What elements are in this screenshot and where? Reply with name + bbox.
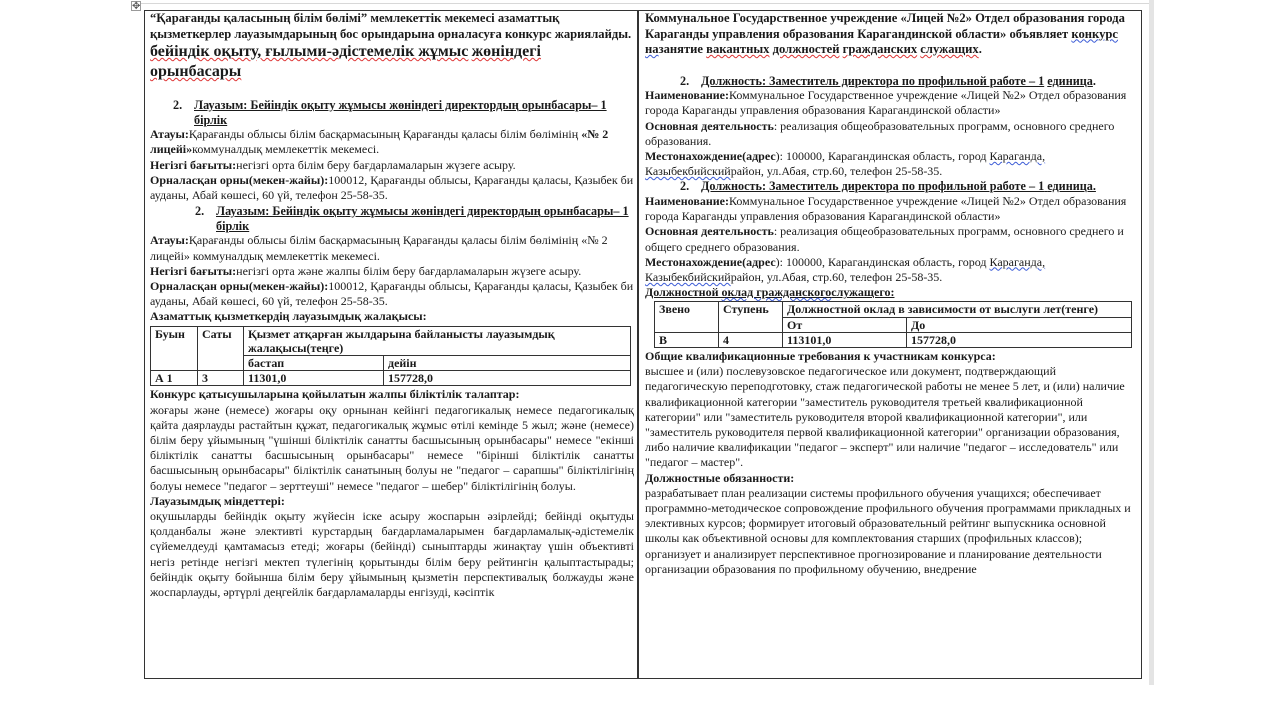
left-b1-direction-text: негізгі орта білім беру бағдарламаларын жүзеге асыру. <box>236 157 516 172</box>
right-title-end: . <box>978 42 982 56</box>
left-pos2-number: 2. <box>195 204 205 219</box>
left-td-to-label: дейін <box>384 356 631 371</box>
paragraph-line: педагогикалық қайта даярлауды растайтын құжат, педагогикалық жұмыс өтілі <box>150 402 634 432</box>
right-b2-address-district: Казыбекбийский <box>645 269 731 284</box>
right-b2-address-city: Караганда, <box>989 254 1046 269</box>
right-b2-address-text-2: район, ул.Абая, стр.60, телефон 25-58-35. <box>730 269 943 284</box>
left-td-to-value: 157728,0 <box>384 371 631 386</box>
left-pos2-text <box>216 204 634 233</box>
right-b1-name-text-2: образования города Караганды управления образования Карагандинской области» <box>645 88 1127 118</box>
right-b1-activity <box>645 119 1137 149</box>
right-pos2-text <box>701 179 1137 194</box>
right-title-line-1: Коммунальное Государственное учреждение «Лицей №2» Отдел образования <box>645 11 1085 25</box>
right-title-word-contest: конкурс на <box>645 26 1118 56</box>
right-b1-address <box>645 149 1137 179</box>
right-pos2 <box>645 179 1137 194</box>
right-b1-address-city: Караганда, <box>989 148 1046 163</box>
paragraph-line: бағдарламалық-әдістемелік сүйемелдеуді қамтамасыз етеді; <box>150 524 634 554</box>
right-b1-activity-text: : реализация общеобразовательных программ, основного <box>773 118 1067 133</box>
right-b2-activity-label: Основная деятельность <box>645 224 774 239</box>
left-b1-lyceum: «№ 2 лицейі» <box>150 127 609 157</box>
paragraph-line: және (немесе) білім беру ұйымының "үшінші біліктілік санатты басшысының <box>150 417 634 448</box>
right-title <box>645 11 1137 58</box>
paragraph-line: болжауды және жоспарлауды, әртүрлі деңгейлік бағдарламаларды енгізуді, кәсіптік <box>150 569 634 600</box>
right-title-line-2: города Караганды управления образования Карагандинской области» <box>645 11 1125 41</box>
left-pos1-number: 2. <box>173 98 183 112</box>
right-b2-activity-text: : реализация общеобразовательных программ, основного <box>773 224 1067 239</box>
right-b1-address-label: Местонахождение(адрес <box>645 148 776 163</box>
left-pos1-text <box>194 98 634 127</box>
right-b1-name-label: Наименование: <box>645 88 729 103</box>
right-b2-address-text: ): 100000, Карагандинская область, город <box>775 254 990 269</box>
left-pos1-line-2: орынбасары– 1 бірлік <box>194 98 607 127</box>
left-pos2 <box>150 204 634 233</box>
right-pos1 <box>645 74 1137 89</box>
left-req-list <box>150 403 634 494</box>
paragraph <box>150 403 634 494</box>
left-b2-address-label: Орналасқан орны(мекен-жайы): <box>150 279 329 293</box>
right-b2-name-text: Коммунальное Государственное учреждение «Лицей №2» Отдел <box>729 193 1061 208</box>
right-pos2-line-2: единица. <box>1047 179 1096 194</box>
paragraph-line: бейіндік оқыту бойынша білім беру ұйымының қызметін перспективалық <box>150 569 547 584</box>
column-divider <box>637 10 639 679</box>
left-title <box>150 11 634 82</box>
right-b1-activity-label: Основная деятельность <box>645 118 774 133</box>
paragraph-line: высшее и (или) послевузовское педагогическое или документ, подтверждающий <box>645 364 1057 379</box>
table-move-handle-icon[interactable]: ✥ <box>132 1 141 12</box>
left-salary-table <box>150 326 631 387</box>
right-b2-activity <box>645 224 1137 254</box>
left-th-salary <box>244 326 631 355</box>
right-title-line-3-pre: объявляет <box>1009 26 1072 41</box>
paragraph-line: "педагог – шебер" біліктілігінің болуы. <box>375 478 576 493</box>
right-th-salary-line-1: Должностной оклад в зависимости от выслуги <box>787 302 1041 317</box>
paragraph-line: не "педагог – сарапшы" біліктілігінің болуы немесе "педагог – зерттеуші" немесе <box>150 463 634 493</box>
right-pos1-line-1: Должность: Заместитель директора по профильной работе – 1 <box>701 73 1045 88</box>
left-b1-direction <box>150 158 634 173</box>
right-b2-name <box>645 194 1137 224</box>
left-b2-name-label: Атауы: <box>150 233 189 248</box>
left-th-saty: Саты <box>198 326 244 371</box>
left-td-from-value: 11301,0 <box>244 371 384 386</box>
page-edge <box>1149 0 1154 685</box>
left-title-line-1: “Қарағанды қаласының білім бөлімі” мемлекеттік мекемесі азаматтық <box>150 11 560 25</box>
paragraph-line: бейінді оқытуды қолданбалы және элективті курстардың бағдарламаларымен <box>150 509 634 539</box>
right-th-stupen: Ступень <box>719 302 783 332</box>
right-pos1-text <box>701 74 1137 89</box>
left-req-heading: Конкурс қатысушыларына қойылатын жалпы біліктілік талаптар: <box>150 387 520 402</box>
right-b2-address <box>645 255 1137 285</box>
right-td-from-label: От <box>783 317 907 332</box>
ruler-line <box>140 3 1150 4</box>
right-title-word-civil: гражданских <box>842 42 918 56</box>
right-th-salary-line-2: лет(тенге) <box>1043 302 1099 317</box>
left-b2-direction-label: Негізгі бағыты: <box>150 263 237 278</box>
paragraph-line: квалификации "педагог – эксперт" или наличие "педагог – исследователь" или <box>717 440 1119 455</box>
paragraph-line: программами прикладных и элективных курсов; <box>645 500 1131 531</box>
left-td-buyn: А 1 <box>151 371 198 386</box>
right-b1-address-district: Казыбекбийский <box>645 164 731 179</box>
paragraph-line: объективной основы для комплектования старших (профильных классов); <box>702 531 1083 546</box>
right-td-zveno: В <box>655 332 719 347</box>
right-b1-name-text: Коммунальное Государственное учреждение «Лицей №2» Отдел <box>729 88 1061 103</box>
right-salary-table <box>654 301 1132 348</box>
left-duties-heading: Лауазымдық міндеттері: <box>150 493 285 508</box>
left-b1-direction-label: Негізгі бағыты: <box>150 157 237 172</box>
paragraph-line: третьей квалификационной категории" или "заместитель руководителя второй <box>645 394 1083 424</box>
left-b1-address-text-2: Қазыбек би ауданы, Абай көшесі, 60 үй, телефон 25-58-35. <box>150 172 634 202</box>
left-b1-name-text: Қарағанды облысы білім басқармасының Қарағанды қаласы білім бөлімінің <box>188 127 579 142</box>
left-duties-list <box>150 509 634 600</box>
left-b2-address-text: 100012, Қарағанды облысы, Қарағанды қаласы, <box>328 279 572 293</box>
paragraph-line: оқушыларды бейіндік оқыту жүйесін іске асыру жоспарын әзірлейді; <box>150 509 538 524</box>
left-pos1 <box>150 98 634 127</box>
paragraph <box>150 509 634 600</box>
left-title-line-2: қызметкерлер лауазымдарының бос орындарына орналасуға конкурс <box>150 26 552 41</box>
right-td-from-value: 113101,0 <box>783 332 907 347</box>
right-pos1-line-2: единица <box>1047 73 1093 88</box>
right-td-stupen: 4 <box>719 332 783 347</box>
right-b1-address-text: ): 100000, Карагандинская область, город <box>775 148 990 163</box>
right-b1-name <box>645 88 1137 118</box>
paragraph-line: организует и анализирует перспективное прогнозирование и планирование <box>645 546 1031 561</box>
paragraph <box>645 364 1137 470</box>
left-pos1-line-1: Лауазым: Бейіндік оқыту жұмысы жөніндегі директордың <box>194 98 519 112</box>
left-td-saty: 3 <box>198 371 244 386</box>
paragraph-line: педагогическую переподготовку, стаж педагогической работы не менее 5 лет, <box>645 379 1041 394</box>
left-b2-name <box>150 233 634 263</box>
right-title-word-positions: должностей <box>772 42 840 56</box>
paragraph-line: деятельности организации образования по профильному обучению, внедрение <box>645 546 1102 576</box>
left-b1-address-text: 100012, Қарағанды облысы, Қарағанды қаласы, <box>328 172 572 187</box>
right-b2-address-label: Местонахождение(адрес <box>645 254 776 269</box>
right-duties-heading: Должностные обязанности: <box>645 470 795 485</box>
paragraph-line: "педагог – мастер". <box>645 455 744 470</box>
left-title-position: бейіндік оқыту, ғылыми-әдістемелік жұмыс <box>150 43 469 60</box>
left-b1-name-label: Атауы: <box>150 127 189 142</box>
left-b2-address <box>150 279 634 309</box>
left-b2-address-text-2: Қазыбек би ауданы, Абай көшесі, 60 үй, телефон 25-58-35. <box>150 279 634 309</box>
paragraph-line: и (или) наличие квалификационной категории "заместитель руководителя <box>645 379 1125 409</box>
left-b2-direction-text: негізгі орта және жалпы білім беру бағдарламаларын жүзеге <box>236 263 546 278</box>
left-b2-direction <box>150 264 634 279</box>
paragraph-line: орынбасары" немесе "екінші біліктілік санатты басшысының орынбасары" немесе <box>150 433 634 463</box>
paragraph-line: жоғары және (немесе) жоғары оқу орнынан кейінгі педагогикалық немесе <box>150 402 553 417</box>
right-th-zveno: Звено <box>655 302 719 332</box>
paragraph-line: мектеп түлегінің қорытынды білім беру рейтингін қалыптастырады; <box>264 554 634 569</box>
right-b1-address-text-2: район, ул.Абая, стр.60, телефон 25-58-35. <box>730 164 943 179</box>
left-th-salary-line-2: жалақысы(теңге) <box>248 340 344 355</box>
paragraph-line: жоғары (бейінді) сыныптарды жинақтау үшін объективті негіз ретінде негізгі <box>150 539 634 569</box>
right-td-to-label: До <box>907 317 1132 332</box>
right-b2-name-text-2: образования города Караганды управления образования Карагандинской области» <box>645 193 1127 224</box>
paragraph-line: разрабатывает план реализации системы профильного обучения учащихся; <box>645 485 1030 500</box>
left-pos2-line-2: орынбасары– 1 бірлік <box>216 204 629 233</box>
right-td-to-value: 157728,0 <box>907 332 1132 347</box>
left-b2-name-text: Қарағанды облысы білім басқармасының Қарағанды қаласы білім <box>188 233 527 248</box>
right-pos1-number: 2. <box>680 73 690 88</box>
left-b1-address-label: Орналасқан орны(мекен-жайы): <box>150 172 329 187</box>
right-th-salary <box>783 302 1132 317</box>
left-title-line-4: жөніндегі орынбасары <box>150 43 541 80</box>
left-title-announce: жариялайды. <box>554 26 632 41</box>
right-title-word-vacant: вакантных <box>706 42 770 56</box>
paragraph-line: кемінде 5 жыл; <box>478 417 558 432</box>
left-pos2-line-1: Лауазым: Бейіндік оқыту жұмысы жөніндегі директордың <box>216 204 541 219</box>
right-b2-activity-text-2: среднего и общего среднего образования. <box>645 224 1124 254</box>
right-req-heading: Общие квалификационные требования к участникам конкурса: <box>645 348 996 363</box>
left-b2-name-text-2: бөлімінің «№ 2 лицейі» коммуналдық мемлекеттік мекемесі. <box>150 233 608 263</box>
right-req-list <box>645 364 1137 470</box>
right-column <box>645 11 1137 677</box>
left-b1-name <box>150 127 634 157</box>
paragraph <box>645 486 1137 577</box>
left-b1-name-text-2: коммуналдық мемлекеттік мекемесі. <box>192 142 380 157</box>
left-salary-heading: Азаматтық қызметкердің лауазымдық жалақысы: <box>150 309 427 324</box>
paragraph-line: квалификационной категории", или "заместитель руководителя первой <box>645 409 1088 439</box>
right-b1-activity-text-2: среднего образования. <box>645 118 1115 148</box>
paragraph-line: формирует итоговый образовательный рейтинг выпускника основной школы как <box>645 516 1106 546</box>
paragraph-line: обеспечивает программно-методическое сопровождение профильного обучения <box>645 485 1101 515</box>
right-title-word-servants: служащих <box>920 42 979 56</box>
right-b2-name-label: Наименование: <box>645 193 729 208</box>
right-title-line-3-mid: занятие <box>658 42 707 56</box>
left-column <box>150 11 634 677</box>
right-pos1-line-2-end: . <box>1092 73 1096 88</box>
left-th-buyn: Буын <box>151 326 198 371</box>
paragraph-line: "бірінші біліктілік санатты басшысының орынбасары" біліктілік санатының болуы <box>150 448 634 478</box>
left-th-salary-line-1: Қызмет атқарған жылдарына байланысты лауазымдық <box>248 326 555 341</box>
right-duties-list <box>645 486 1137 577</box>
right-salary-heading-b: оклад гражданского <box>721 285 832 300</box>
right-salary-heading <box>645 285 1137 300</box>
right-salary-heading-c: служащего: <box>831 285 895 300</box>
right-pos2-line-1: Должность: Заместитель директора по профильной работе – 1 <box>701 179 1045 194</box>
left-b2-direction-text-2: асыру. <box>548 263 582 278</box>
right-pos2-number: 2. <box>680 179 690 194</box>
left-b1-address <box>150 173 634 203</box>
paragraph-line: квалификационной категории" организации образования, либо наличие <box>645 424 1120 455</box>
left-td-from-label: бастап <box>244 356 384 371</box>
right-salary-heading-a: Должностной <box>645 285 722 300</box>
